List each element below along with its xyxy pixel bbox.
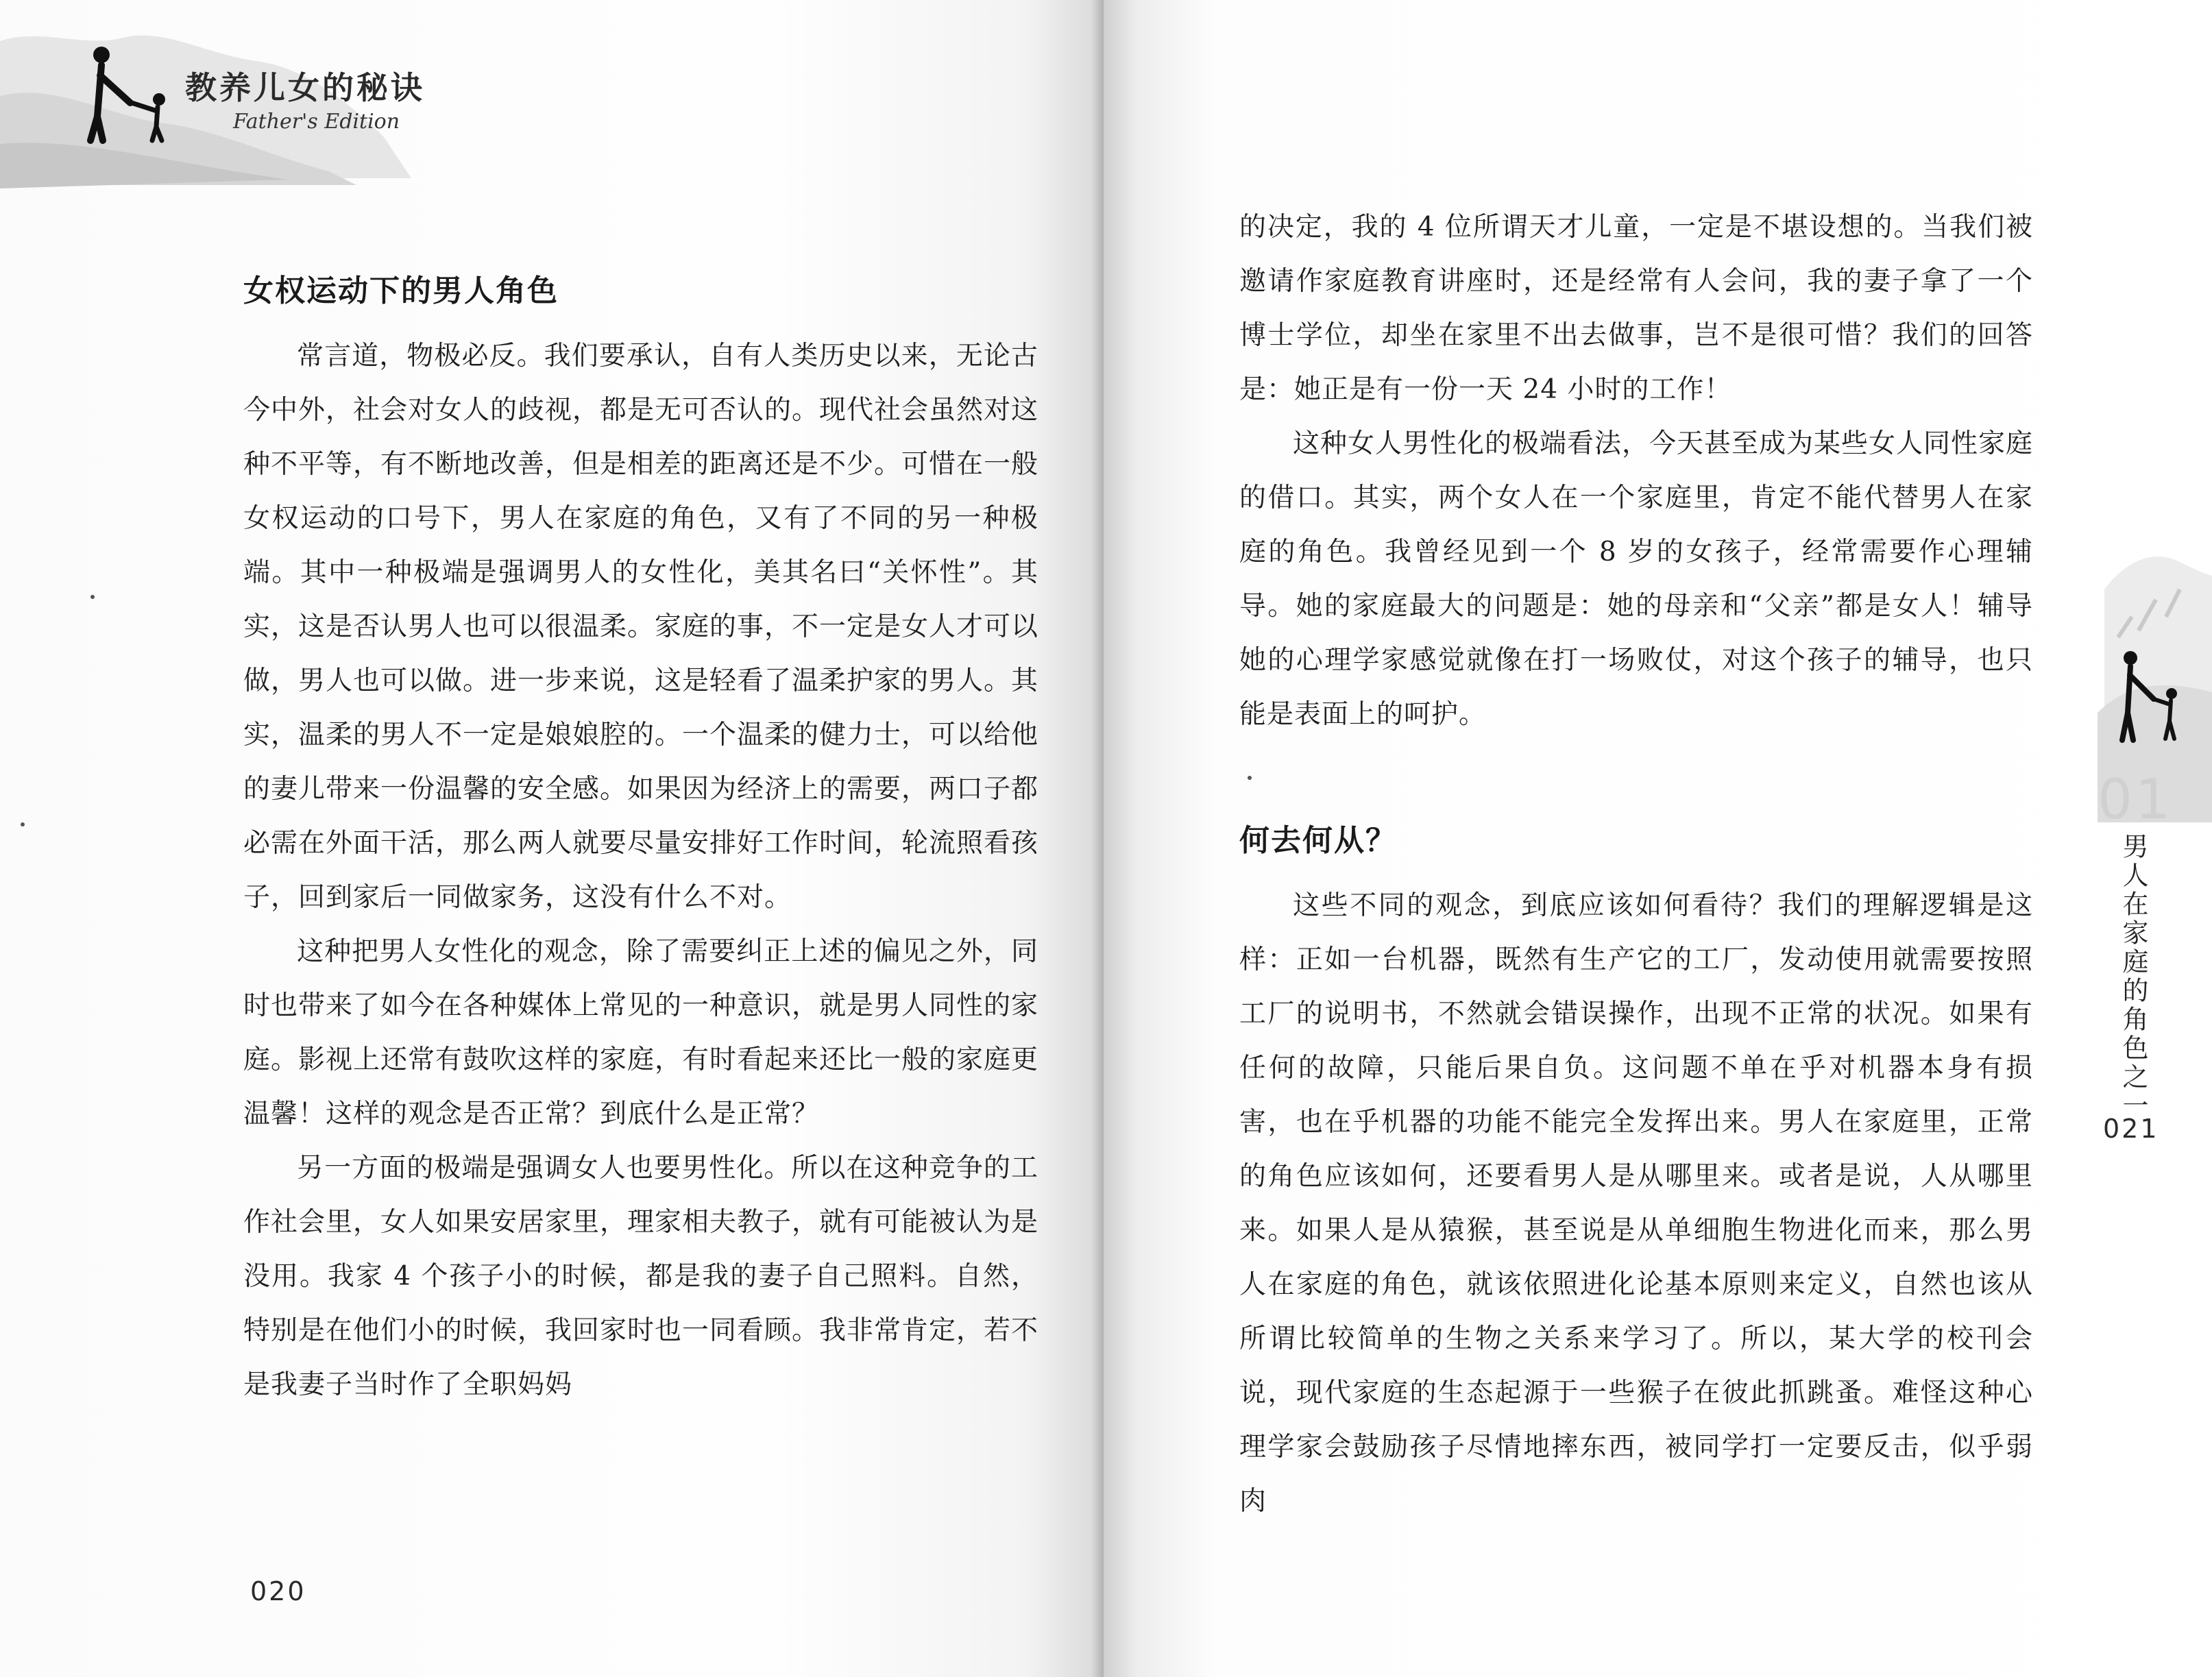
left-page: [0, 0, 1104, 1677]
left-text-block: [243, 254, 1038, 1412]
scan-speck: [21, 822, 25, 827]
chapter-number: 01: [2098, 768, 2173, 831]
section-title: 女权运动下的男人角色: [243, 273, 559, 308]
right-page: [1104, 0, 2212, 1677]
right-text-block: [1239, 200, 2033, 1528]
chapter-title: 男人在家庭的角色之一: [2118, 833, 2148, 1121]
scan-speck: [1248, 776, 1252, 780]
spacer: [1239, 742, 2033, 803]
book-title: 教养儿女的秘诀: [185, 69, 425, 106]
section-title: 何去何从？: [1239, 823, 1397, 858]
page-number: 020: [250, 1576, 306, 1606]
paragraph: 这种女人男性化的极端看法，今天甚至成为某些女人同性家庭的借口。其实，两个女人在一个家庭里，肯定不能代替男人在家庭的角色。我曾经见到一个 8 岁的女孩子，经常需要作心理辅导。她的家庭最大的问题是：她的母亲和“父亲”都是女人！辅导她的心理学家感觉就像在打一场败仗，对这个孩子的辅导，也只能是表面上的呵护。: [1239, 428, 2034, 730]
page-number: 021: [2103, 1114, 2159, 1144]
continued-paragraph: 的决定，我的 4 位所谓天才儿童，一定是不堪设想的。当我们被邀请作家庭教育讲座时，还是经常有人会问，我的妻子拿了一个博士学位，却坐在家里不出去做事，岂不是很可惜？我们的回答是：她正是有一份一天 24 小时的工作！: [1239, 212, 2033, 405]
scan-speck: [90, 595, 95, 599]
paragraph: 这些不同的观念，到底应该如何看待？我们的理解逻辑是这样：正如一台机器，既然有生产它的工厂，发动使用就需要按照工厂的说明书，不然就会错误操作，出现不正常的状况。如果有任何的故障，只能后果自负。这问题不单在乎对机器本身有损害，也在乎机器的功能不能完全发挥出来。男人在家庭里，正常的角色应该如何，还要看男人是从哪里来。或者是说，人从哪里来。如果人是从猿猴，甚至说是从单细胞生物进化而来，那么男人在家庭的角色，就该依照进化论基本原则来定义，自然也该从所谓比较简单的生物之关系来学习了。所以，某大学的校刊会说，现代家庭的生态起源于一些猴子在彼此抓跳蚤。难怪这种心理学家会鼓励孩子尽情地摔东西，被同学打一定要反击，似乎弱肉: [1239, 890, 2033, 1517]
paragraph: 另一方面的极端是强调女人也要男性化。所以在这种竞争的工作社会里，女人如果安居家里，理家相夫教子，就有可能被认为是没用。我家 4 个孩子小的时候，都是我的妻子自己照料。自然，特别是在他们小的时候，我回家时也一同看顾。我非常肯定，若不是我妻子当时作了全职妈妈: [243, 1153, 1039, 1400]
paragraph: 这种把男人女性化的观念，除了需要纠正上述的偏见之外，同时也带来了如今在各种媒体上常见的一种意识，就是男人同性的家庭。影视上还常有鼓吹这样的家庭，有时看起来还比一般的家庭更温馨！这样的观念是否正常？到底什么是正常？: [243, 936, 1039, 1129]
paragraph: 常言道，物极必反。我们要承认，自有人类历史以来，无论古今中外，社会对女人的歧视，都是无可否认的。现代社会虽然对这种不平等，有不断地改善，但是相差的距离还是不少。可惜在一般女权运动的口号下，男人在家庭的角色，又有了不同的另一种极端。其中一种极端是强调男人的女性化，美其名曰“关怀性”。其实，这是否认男人也可以很温柔。家庭的事，不一定是女人才可以做，男人也可以做。进一步来说，这是轻看了温柔护家的男人。其实，温柔的男人不一定是娘娘腔的。一个温柔的健力士，可以给他的妻儿带来一份温馨的安全感。如果因为经济上的需要，两口子都必需在外面干活，那么两人就要尽量安排好工作时间，轮流照看孩子，回到家后一同做家务，这没有什么不对。: [243, 341, 1039, 913]
book-subtitle: Father's Edition: [233, 110, 400, 134]
